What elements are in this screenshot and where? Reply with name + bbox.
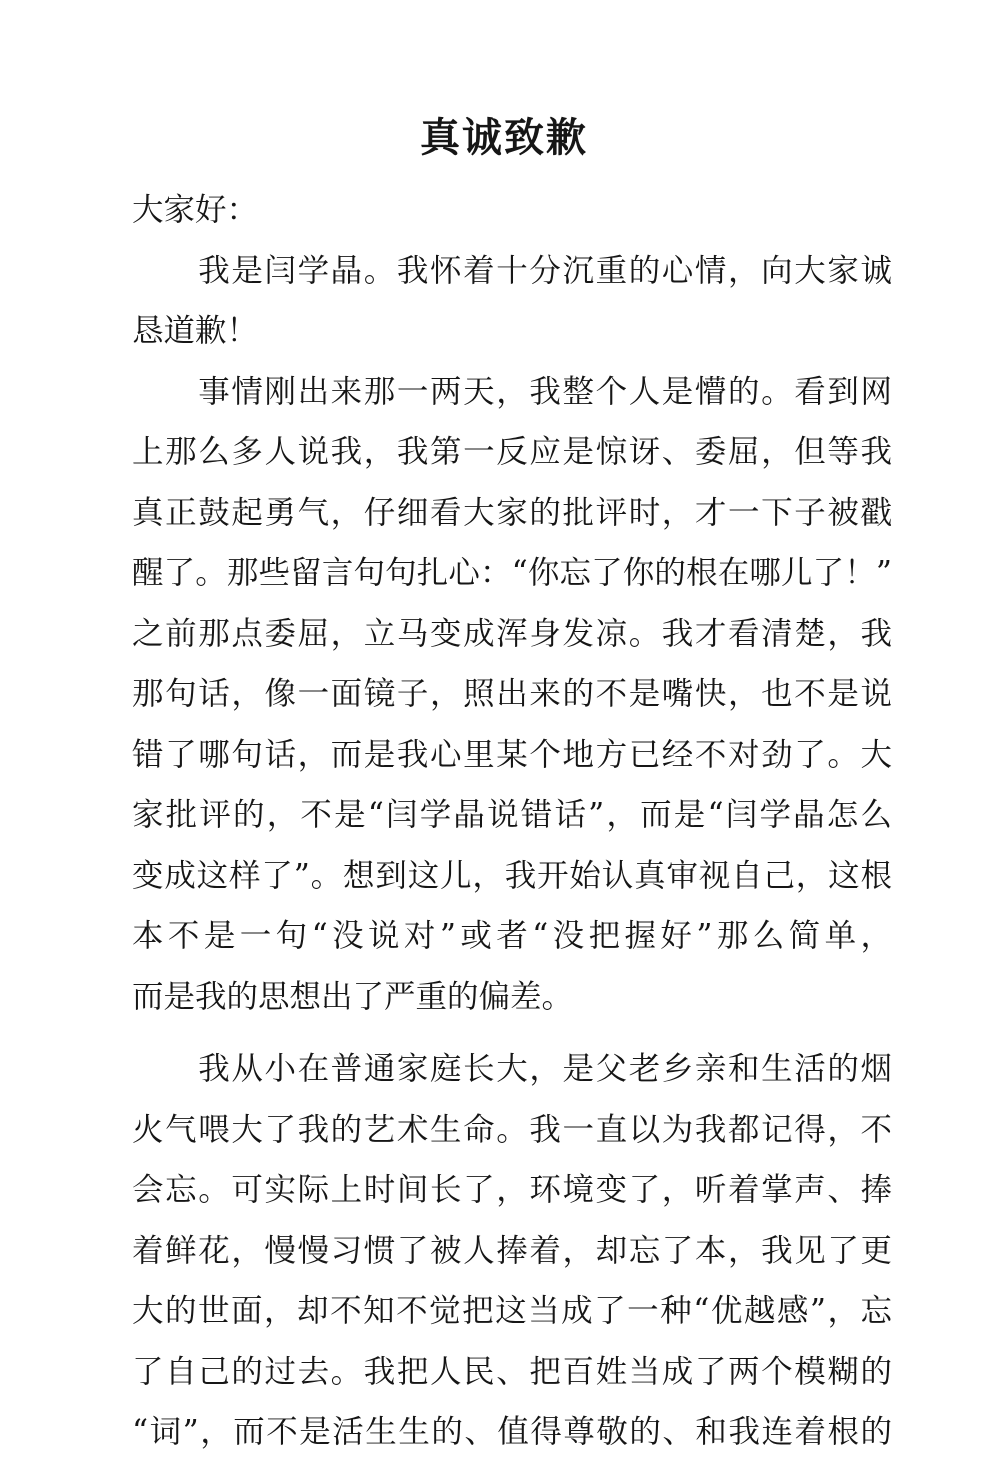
text-line: 了自己的过去。我把人民、把百姓当成了两个模糊的 [132, 1353, 892, 1390]
text-line: 会忘。可实际上时间长了，环境变了，听着掌声、捧 [132, 1172, 892, 1208]
text-line: 火气喂大了我的艺术生命。我一直以为我都记得，不 [132, 1111, 892, 1148]
text-line: 我是闫学晶。我怀着十分沉重的心情，向大家诚 [132, 252, 892, 289]
text-line: “词”，而不是活生生的、值得尊敬的、和我连着根的 [132, 1414, 892, 1450]
text-line: 本不是一句“没说对”或者“没把握好”那么简单， [132, 918, 892, 954]
text-line: 着鲜花，慢慢习惯了被人捧着，却忘了本，我见了更 [132, 1232, 892, 1269]
text-line: 变成这样了”。想到这儿，我开始认真审视自己，这根 [132, 857, 892, 894]
text-line: 而是我的思想出了严重的偏差。 [132, 978, 574, 1015]
text-line: 我从小在普通家庭长大，是父老乡亲和生活的烟 [132, 1051, 892, 1087]
text-line: 真正鼓起勇气，仔细看大家的批评时，才一下子被戳 [132, 494, 892, 531]
text-line: 大的世面，却不知不觉把这当成了一种“优越感”，忘 [132, 1293, 892, 1329]
text-line: 那句话，像一面镜子，照出来的不是嘴快，也不是说 [132, 676, 892, 712]
text-line-greeting: 大家好： [132, 192, 259, 228]
text-line: 恳道歉！ [132, 313, 259, 349]
text-line: 上那么多人说我，我第一反应是惊讶、委屈，但等我 [132, 434, 892, 470]
document-body [132, 180, 892, 1463]
text-line: 事情刚出来那一两天，我整个人是懵的。看到网 [132, 373, 892, 410]
text-line: 家批评的，不是“闫学晶说错话”，而是“闫学晶怎么 [132, 797, 892, 833]
text-line: 醒了。那些留言句句扎心：“你忘了你的根在哪儿了！” [132, 555, 892, 591]
document-title: 真诚致歉 [420, 114, 588, 161]
text-line: 错了哪句话，而是我心里某个地方已经不对劲了。大 [132, 736, 892, 773]
text-line: 之前那点委屈，立马变成浑身发凉。我才看清楚，我 [132, 615, 892, 652]
paragraph-gap [132, 1027, 892, 1039]
